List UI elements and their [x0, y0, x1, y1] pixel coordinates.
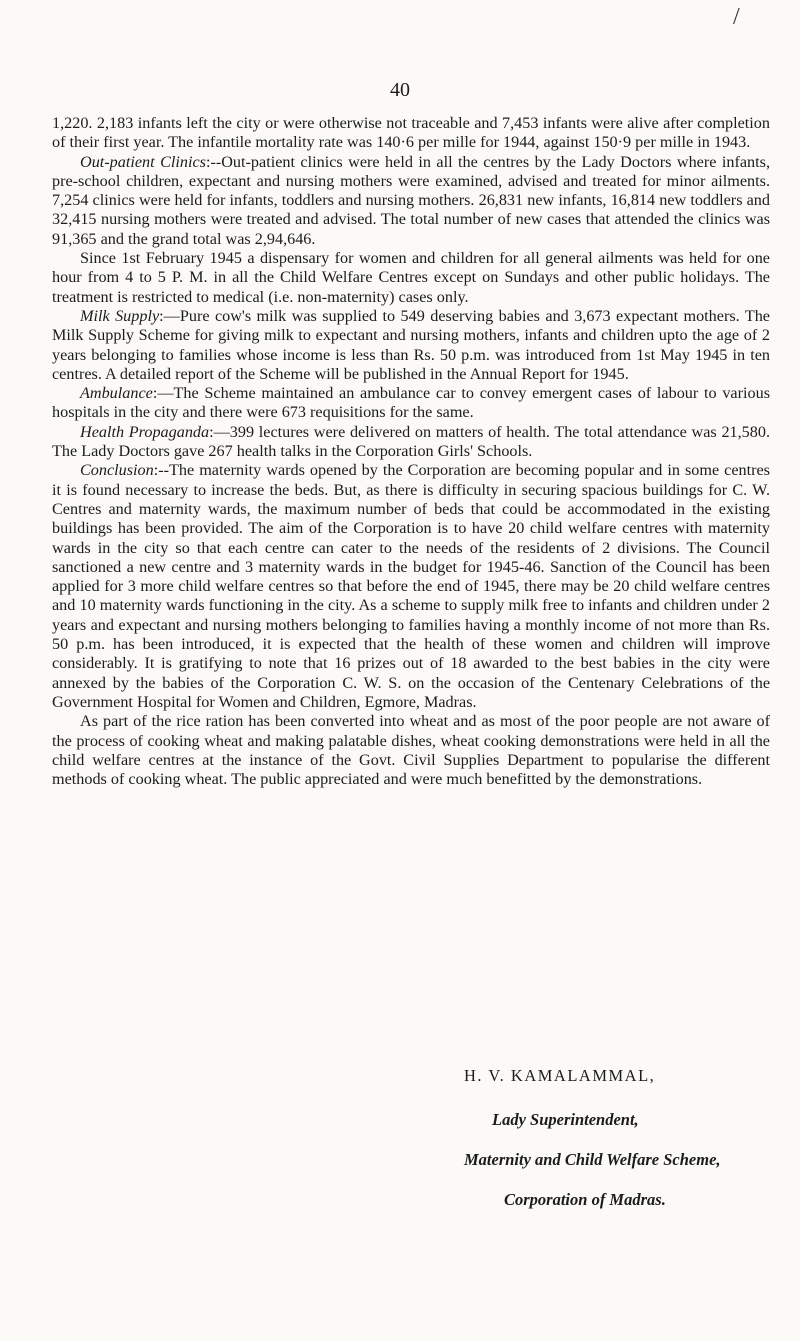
paragraph-wheat-demonstrations [52, 712, 770, 789]
signatory-scheme: Maternity and Child Welfare Scheme, [464, 1150, 721, 1169]
page-number: 40 [390, 79, 410, 101]
body-text [52, 114, 770, 789]
paragraph-text: :—Pure cow's milk was supplied to 549 deserving babies and 3,673 expectant mothers. The Milk Supply Scheme for giving milk to expectant and nursing mothers, infants and children upto the age of 2 years belonging to families whose income is less than Rs. 50 p.m. was introduced from 1st May 1945 in ten centres. A detailed report of the Scheme will be published in the Annual Report for 1945. [52, 306, 770, 383]
paragraph-text: As part of the rice ration has been converted into wheat and as most of the poor people are not aware of the process of cooking wheat and making palatable dishes, wheat cooking demonstrations were held in all the child welfare centres at the instance of the Govt. Civil Supplies Department to popularise the different methods of cooking wheat. The public appreciated and were much benefitted by the demonstrations. [52, 712, 770, 789]
signatory-name: H. V. KAMALAMMAL, [464, 1066, 656, 1085]
paragraph-text: :—The Scheme maintained an ambulance car to convey emergent cases of labour to various hospitals in the city and there were 673 requisitions for the same. [52, 384, 770, 422]
section-heading: Conclusion [80, 461, 154, 480]
signatory-title: Lady Superintendent, [492, 1110, 639, 1129]
paragraph-infant-mortality [52, 114, 770, 153]
paragraph-text: :—399 lectures were delivered on matters of health. The total attendance was 21,580. The Lady Doctors gave 267 health talks in the Corporation Girls' Schools. [52, 422, 771, 461]
paragraph-outpatient-clinics [52, 153, 770, 249]
paragraph-conclusion [52, 461, 770, 712]
paragraph-text: Since 1st February 1945 a dispensary for women and children for all general ailments was held for one hour from 4 to 5 P. M. in all the Child Welfare Centres except on Sundays and other public holidays. The treatment is restricted to medical (i.e. non-maternity) cases only. [52, 249, 770, 306]
paragraph-milk-supply [52, 307, 770, 384]
section-heading: Milk Supply [80, 306, 160, 325]
paragraph-text: :--Out-patient clinics were held in all the centres by the Lady Doctors where infants, pre-school children, expectant and nursing mothers were examined, advised and treated for minor ailments. 7,254 clinics were held for infants, toddlers and nursing mothers. 26,831 new infants, 16,814 new toddlers and 32,415 nursing mothers were treated and advised. The total number of new cases that attended the clinics was 91,365 and the grand total was 2,94,646. [52, 152, 770, 248]
paragraph-text: 1,220. 2,183 infants left the city or were otherwise not traceable and 7,453 infants were alive after completion of their first year. The infantile mortality rate was 140·6 per mille for 1944, against 150·9 per mille in 1943. [52, 114, 770, 152]
section-heading: Health Propaganda [80, 422, 210, 441]
paragraph-text: :--The maternity wards opened by the Corporation are becoming popular and in some centres it is found necessary to increase the beds. But, as there is difficulty in securing spacious buildings for C. W. Centres and maternity wards, the maximum number of beds that could be accommodated in the existing buildings has been provided. The aim of the Corporation is to have 20 child welfare centres with maternity wards in the city so that each centre can cater to the needs of the residents of 2 divisions. The Council sanctioned a new centre and 3 maternity wards in the budget for 1945-46. Sanction of the Council has been applied for 3 more child welfare centres so that before the end of 1945, there may be 20 child welfare centres and 10 maternity wards functioning in the city. As a scheme to supply milk free to infants and children under 2 years and expectant and nursing mothers belonging to families having a monthly income of not more than Rs. 50 p.m. has been introduced, it is expected that the health of these women and children will improve considerably. It is gratifying to note that 16 prizes out of 18 awarded to the best babies in the city were annexed by the babies of the Corporation C. W. S. on the occasion of the Centenary Celebrations of the Government Hospital for Women and Children, Egmore, Madras. [52, 461, 770, 711]
corner-mark: / [733, 4, 740, 30]
section-heading: Out-patient Clinics [80, 152, 206, 171]
paragraph-health-propaganda [52, 423, 770, 462]
section-heading: Ambulance [80, 384, 153, 403]
signatory-organization: Corporation of Madras. [504, 1190, 666, 1209]
signature-block [464, 1066, 721, 1230]
paragraph-ambulance [52, 384, 770, 423]
paragraph-dispensary [52, 249, 770, 307]
